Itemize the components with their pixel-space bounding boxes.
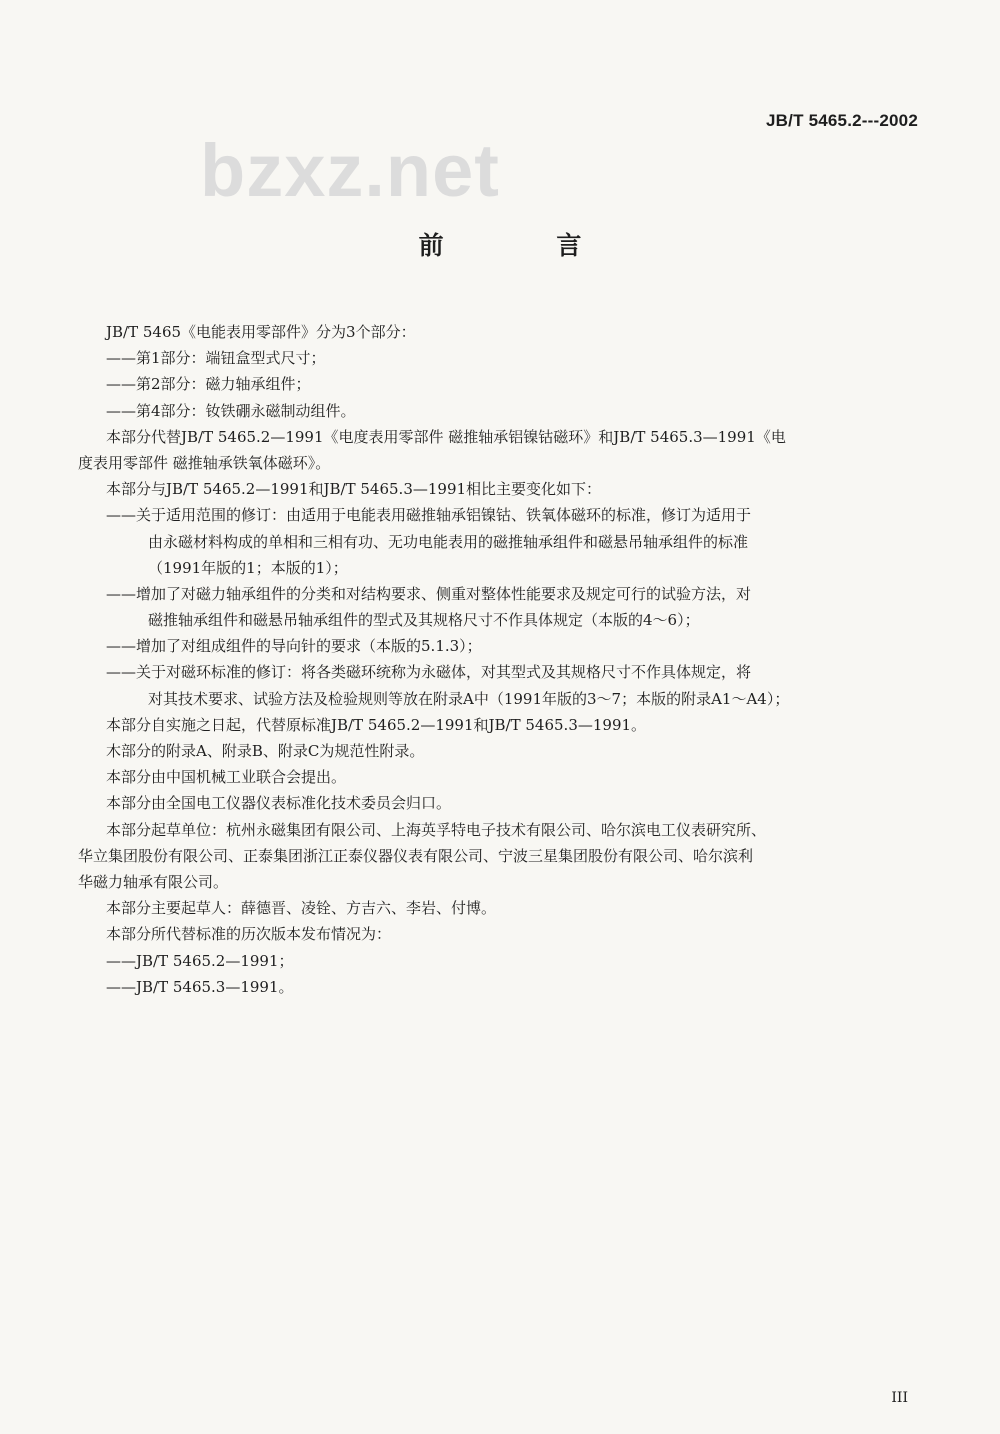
paragraph-line: 度表用零部件 磁推轴承铁氧体磁环》。 (78, 453, 331, 472)
paragraph-line: 本部分自实施之日起，代替原标准JB/T 5465.2—1991和JB/T 5465.3—1991。 (106, 715, 647, 734)
page-title: 前 言 (418, 231, 634, 260)
list-item: ——增加了对组成组件的导向针的要求（本版的5.1.3）； (106, 637, 482, 656)
list-item: ——第4部分：钕铁硼永磁制动组件。 (106, 401, 356, 420)
list-item: ——JB/T 5465.2—1991； (106, 951, 294, 970)
list-item-continuation: 对其技术要求、试验方法及检验规则等放在附录A中（1991年版的3～7；本版的附录A1～A4）； (148, 689, 790, 708)
standard-number: JB/T 5465.2---2002 (766, 111, 918, 130)
paragraph-line: 本部分起草单位：杭州永磁集团有限公司、上海英孚特电子技术有限公司、哈尔滨电工仪表研究所、 (106, 820, 767, 839)
list-item: ——第1部分：端钮盒型式尺寸； (106, 349, 326, 368)
paragraph-line: 本部分由中国机械工业联合会提出。 (106, 768, 347, 787)
list-item-continuation: 磁推轴承组件和磁悬吊轴承组件的型式及其规格尺寸不作具体规定（本版的4～6）； (148, 611, 700, 630)
paragraph-line: JB/T 5465《电能表用零部件》分为3个部分： (106, 323, 416, 341)
paragraph-line: 本部分与JB/T 5465.2—1991和JB/T 5465.3—1991相比主要变化如下： (106, 480, 602, 499)
list-item-continuation: （1991年版的1；本版的1）； (148, 558, 348, 577)
list-item: ——关于对磁环标准的修订：将各类磁环统称为永磁体，对其型式及其规格尺寸不作具体规定，将 (106, 663, 752, 682)
paragraph-line: 华磁力轴承有限公司。 (78, 872, 229, 891)
paragraph-line: 本部分代替JB/T 5465.2—1991《电度表用零部件 磁推轴承铝镍钴磁环》和JB/T 5465.3—1991《电 (106, 427, 786, 446)
list-item: ——增加了对磁力轴承组件的分类和对结构要求、侧重对整体性能要求及规定可行的试验方法，对 (106, 584, 752, 603)
paragraph-line: 木部分的附录A、附录B、附录C为规范性附录。 (106, 742, 425, 760)
list-item: ——JB/T 5465.3—1991。 (106, 977, 294, 996)
paragraph-line: 本部分由全国电工仪器仪表标准化技术委员会归口。 (106, 794, 452, 813)
paragraph-line: 本部分主要起草人：薛德晋、凌铨、方吉六、李岩、付博。 (106, 899, 497, 918)
watermark: bzxz.net (200, 129, 500, 212)
paragraph-line: 华立集团股份有限公司、正泰集团浙江正泰仪器仪表有限公司、宁波三星集团股份有限公司、哈尔滨利 (78, 846, 754, 865)
foreword-body (78, 319, 916, 1000)
list-item: ——关于适用范围的修订：由适用于电能表用磁推轴承铝镍钴、铁氧体磁环的标准，修订为适用于 (106, 506, 752, 525)
list-item-continuation: 由永磁材料构成的单相和三相有功、无功电能表用的磁推轴承组件和磁悬吊轴承组件的标准 (148, 532, 749, 551)
list-item: ——第2部分：磁力轴承组件； (106, 375, 311, 394)
paragraph-line: 本部分所代替标准的历次版本发布情况为： (106, 925, 392, 944)
page-number: III (891, 1390, 908, 1406)
